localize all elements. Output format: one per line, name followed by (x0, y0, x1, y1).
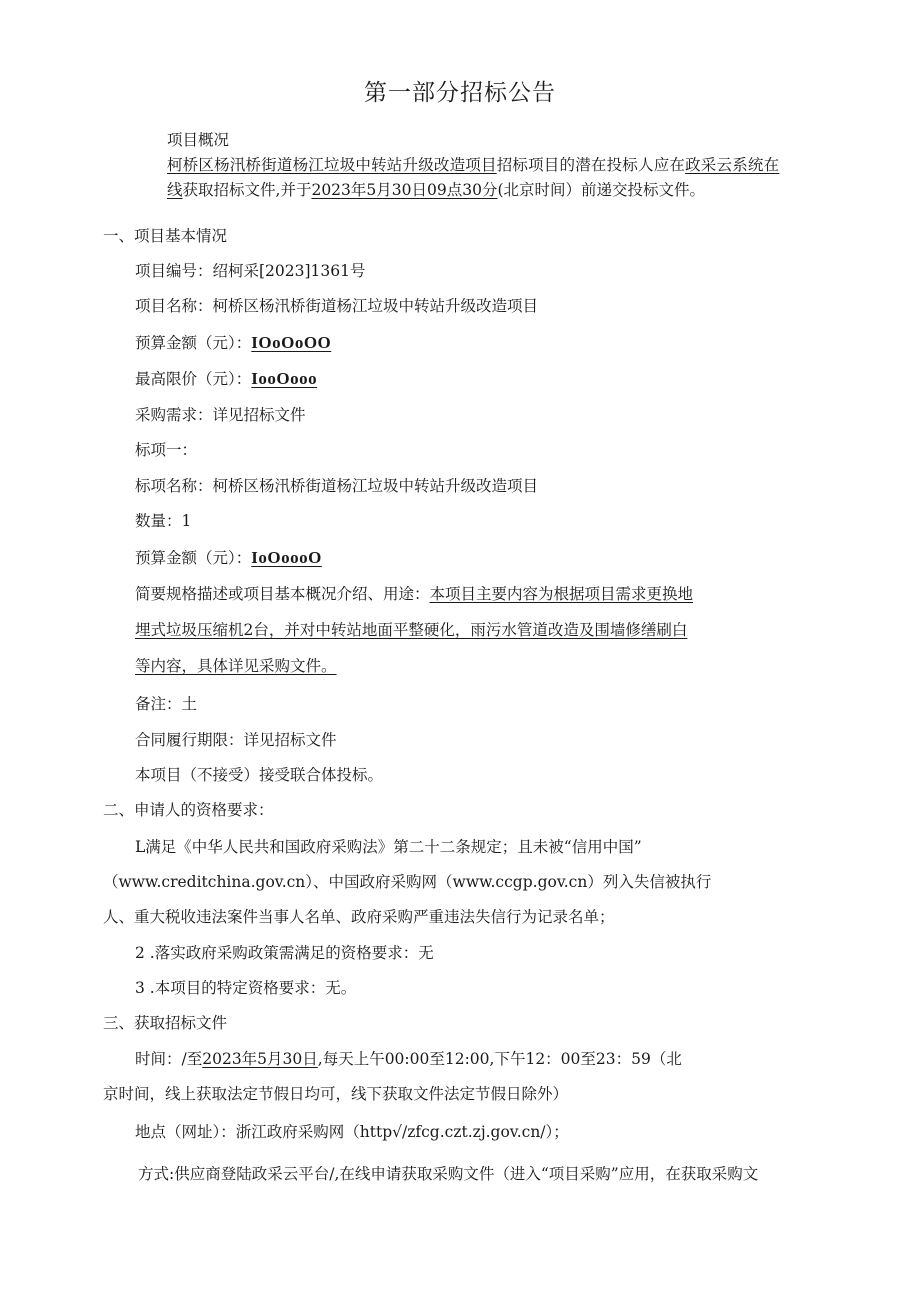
lot-heading: 标项一： (135, 441, 198, 459)
overview-line-1 (167, 155, 779, 175)
max-price-row (135, 369, 317, 389)
time-date: 2023年5月30日 (202, 1050, 318, 1068)
requirement-2: 2 .落实政府采购政策需满足的资格要求：无 (135, 944, 434, 962)
time-line-1 (135, 1049, 682, 1069)
procurement-demand: 采购需求：详见招标文件 (135, 406, 306, 424)
page-title: 第一部分招标公告 (364, 80, 556, 106)
project-number: 项目编号：绍柯采[2023]1361号 (135, 262, 366, 280)
time-rest: ,每天上午00:00至12:00,下午12：00至23：59（北 (317, 1050, 682, 1068)
description-line-1 (135, 584, 693, 604)
budget-value: IOoOoOO (251, 333, 332, 352)
overview-text: 招标项目的潜在投标人应在 (496, 156, 686, 174)
overview-heading: 项目概况 (167, 131, 230, 149)
remark: 备注：土 (135, 695, 198, 713)
platform-name-cont: 线 (167, 181, 183, 199)
description-text-1: 本项目主要内容为根据项目需求更换地 (429, 585, 694, 603)
deadline: 2023年5月30日09点30分 (311, 181, 498, 199)
platform-name: 政采云系统在 (685, 156, 780, 174)
max-price-label: 最高限价（元）： (135, 370, 252, 388)
quantity: 数量：1 (135, 512, 192, 530)
requirement-1-line-1: L满足《中华人民共和国政府采购法》第二十二条规定；且未被“信用中国” (135, 838, 642, 856)
overview-line-2 (167, 180, 705, 200)
description-text-3: 等内容，具体详见采购文件。 (135, 657, 337, 675)
lot-budget-label: 预算金额（元）： (135, 549, 252, 567)
requirement-1-line-2: （www.creditchina.gov.cn）、中国政府采购网（www.ccgp.gov.cn）列入失信被执行 (103, 873, 712, 891)
lot-budget-row (135, 548, 322, 568)
lot-budget-value: IoOoooO (251, 548, 322, 567)
lot-name: 标项名称：柯桥区杨汛桥街道杨江垃圾中转站升级改造项目 (135, 477, 539, 495)
overview-text-3: (北京时间）前递交投标文件。 (497, 181, 705, 199)
contract-period: 合同履行期限：详见招标文件 (135, 731, 337, 749)
requirement-1-line-3: 人、重大税收违法案件当事人名单、政府采购严重违法失信行为记录名单； (103, 908, 615, 926)
description-line-2 (135, 620, 687, 640)
requirement-3: 3 .本项目的特定资格要求：无。 (135, 979, 357, 997)
consortium-note: 本项目（不接受）接受联合体投标。 (135, 766, 384, 784)
section-3-heading: 三、获取招标文件 (103, 1014, 228, 1032)
time-prefix: 时间：/至 (135, 1050, 203, 1068)
section-1-heading: 一、项目基本情况 (103, 227, 228, 245)
budget-label: 预算金额（元）： (135, 334, 252, 352)
budget-row (135, 333, 331, 353)
overview-text-2: 获取招标文件,并于 (182, 181, 312, 199)
time-line-2: 京时间，线上获取法定节假日均可，线下获取文件法定节假日除外） (103, 1085, 569, 1103)
project-name-link: 柯桥区杨汛桥街道杨江垃圾中转站升级改造项目 (167, 156, 497, 174)
max-price-value: IooOooo (251, 369, 318, 388)
section-2-heading: 二、申请人的资格要求： (103, 801, 274, 819)
description-line-3 (135, 656, 337, 676)
description-label: 简要规格描述或项目基本概况介绍、用途： (135, 585, 430, 603)
project-name: 项目名称：柯桥区杨汛桥街道杨江垃圾中转站升级改造项目 (135, 297, 539, 315)
method: 方式:供应商登陆政采云平台/,在线申请获取采购文件（进入“项目采购”应用，在获取采购文 (138, 1165, 759, 1183)
place: 地点（网址）：浙江政府采购网（http√/zfcg.czt.zj.gov.cn/）； (135, 1123, 569, 1141)
description-text-2: 埋式垃圾压缩机2台，并对中转站地面平整硬化，雨污水管道改造及围墙修缮刷白 (135, 621, 688, 639)
